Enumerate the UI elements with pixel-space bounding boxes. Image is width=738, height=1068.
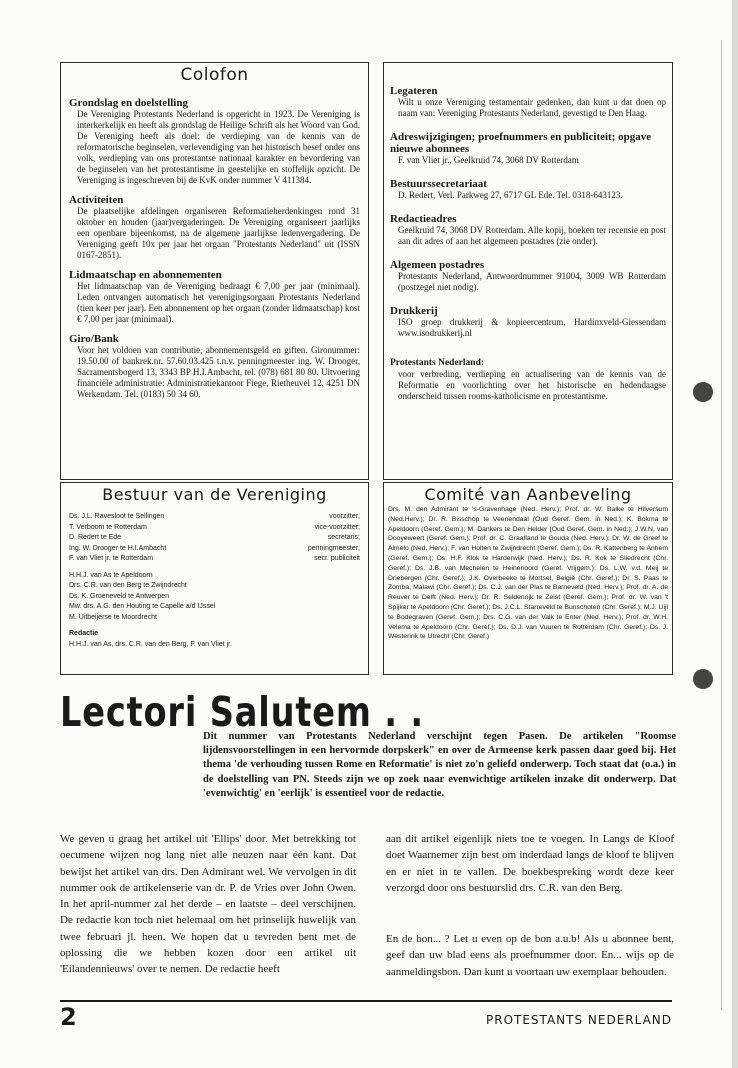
colofon-section-grondslag: [69, 97, 360, 186]
info-section-postadres: [390, 259, 666, 293]
colofon-section-giro: [69, 333, 360, 400]
colofon-title: Colofon: [180, 65, 249, 85]
punch-hole: [693, 669, 713, 689]
section-body: F. van Vliet jr., Geelkruid 74, 3068 DV Rotterdam: [398, 155, 579, 165]
article-headline: Lectori Salutem . .: [60, 688, 424, 736]
member-name: Ing. W. Drooger te H.I.Ambacht: [69, 544, 167, 552]
section-heading: Redactieadres: [390, 213, 457, 225]
page-edge-shadow: [732, 0, 738, 1068]
bestuur-members: [69, 512, 360, 565]
section-body: Wilt u onze Vereniging testamentair gedenken, dan kunt u dat doen op naam van: Vereniging Protestants Nederland, gevestigd te Den Haag.: [398, 97, 666, 118]
section-body: De plaatselijke afdelingen organiseren Reformatieherdenkingen rond 31 oktober en houden (jaar)vergaderingen. De Vereniging organiseert jaarlijks een openbare bijeenkomst, na de algemene jaarlijkse ledenvergadering. De Vereniging geeft 10x per jaar het orgaan "Protestants Nederland" uit (ISSN 0167-2851).: [77, 206, 360, 260]
member-role: secretaris;: [327, 534, 360, 541]
member-name: T. Verboom te Rotterdam: [69, 523, 147, 531]
section-heading: Bestuurssecretariaat: [390, 178, 487, 190]
member-role: vice-voorzitter;: [314, 523, 360, 531]
section-body: Voor het voldoen van contributie, abonnementsgeld en giften. Gironummer: 19.50.00 of bankrek.nr. 57.60.03.425 t.n.v. penningmeester ing. W. Drooger, Sacramentsbogerd 13, 3343 BP H.I.Ambacht, tel. (078) 681 80 80. Uitvoering financiële administratie: Administratiekantoor Fiege, Rietheuvel 12, 4251 DN Werkendam. Tel. (0183) 50 34 60.: [77, 345, 360, 399]
section-heading: Activiteiten: [69, 194, 124, 206]
section-heading: Adreswijzigingen; proefnummers en publiciteit; opgave nieuwe abonnees: [390, 131, 652, 155]
member-name: F. van Vliet jr. te Rotterdam: [69, 555, 154, 562]
section-heading: Grondslag en doelstelling: [69, 97, 188, 109]
member-name: Ds. J.L. Ravesloot te Sellingen: [69, 513, 165, 520]
other-member: Ds. K. Groeneveld te Antwerpen: [69, 592, 169, 600]
comite-box: [383, 482, 673, 675]
section-body: Geelkruid 74, 3068 DV Rotterdam. Alle kopij, boeken ter recensie en post aan dit adres of aan het algemeen postadres (zie onder).: [398, 225, 666, 246]
section-body: Het lidmaatschap van de Vereniging bedraagt € 7,00 per jaar (minimaal). Leden ontvangen automatisch het verenigingsorgaan Protestants Nederland (tien keer per jaar). Een abonnement op het orgaan (zonder lidmaatschap) kost € 7,00 per jaar (minimaal).: [77, 281, 360, 324]
article-column-2b: En de bon... ? Let u even op de bon a.u.b! Als u abonnee bent, geef dan uw blad eens als proefnummer door. En... wijs op de aanmeldingsbon. Dan kunt u voortaan uw exemplaar behouden.: [386, 933, 674, 978]
info-section-pn: [390, 357, 666, 402]
section-heading: Giro/Bank: [69, 333, 119, 345]
redactie: [69, 629, 360, 650]
colofon-section-activiteiten: [69, 194, 360, 261]
member-role: voorzitter;: [329, 513, 360, 520]
info-section-legateren: [390, 85, 666, 119]
bestuur-member: [69, 512, 360, 523]
bestuur-box: [60, 482, 369, 675]
section-body: ISO groep drukkerij & kopieercentrum, Hardinxveld-Giessendam www.isodrukkerij.nl: [398, 317, 666, 338]
bestuur-others: [69, 571, 360, 624]
section-heading: Drukkerij: [390, 305, 438, 317]
info-section-adreswijzigingen: [390, 131, 666, 166]
comite-title: Comité van Aanbeveling: [424, 485, 632, 504]
section-heading: Lidmaatschap en abonnementen: [69, 269, 222, 281]
comite-body: Drs. M. den Admirant te 's-Gravenhage (Ned. Herv.); Prof. dr. W. Balke te Hilversum (Ned.Herv.); Dr. R. Bisschop te Veenendaal (Oud Geref. Gem. in Ned.); K. Bokma te Apeldoorn (Geref. Gem.); M. Dankers te Den Helder (Oud Geref. Gem. in Ned.); J.W.N. van Dooyeweert (Geref. Gem.); Prof. dr. C. Graafland te Gouda (Ned. Herv.); Dr. W. de Greef te Almelo (Ned. Herv.); F. van Holten te Zwijndrecht (Geref. Gem.); Ds. R. Kattenberg te Anhem (Geref. Gem.); Ds. H.F. Klok te Harderwijk (Ned. Herv.); Ds. R. Kok te Sliedrecht (Chr. Geref.); Ds. J.B. van Mechelen te Heinenoord (Geref. Vrijgem.); Ds. L.W. v.d. Meij te Driebergen (Chr. Geref.); J.K. Overbeeke te Mortsel, België (Chr. Geref.); Dr. S. Paas te Zomba, Malawi (Chr. Geref.); Ds. C.J. van der Plas te Barneveld (Ned. Herv.); Prof. dr. A. de Reuver te Delft (Ned. Herv.); Dr. R. Seldenrijk te Zeist (Geref. Gem.); Prof. dr. W. van 't Spijker te Apeldoorn (Chr. Geref.); Ds. J.C.L. Starreveld te Bunschoten (Chr. Geref.); M.J. Uijl te Bodegraven (Geref. Gem.); Drs. C.G. van der Valk te Enter (Ned. Herv.); Prof. dr. W.H. Velema te Apeldoorn (Chr. Geref.); Ds. D.J. van Vuuren te Rotterdam (Chr. Geref.); Ds. J. Westerink te Utrecht (Chr. Geref.): [388, 506, 668, 641]
bestuur-title: Bestuur van de Vereniging: [102, 485, 327, 504]
section-body: De Vereniging Protestants Nederland is opgericht in 1923. De Vereniging is interkerkelijk en heeft als grondslag de Heilige Schrift als het Woord van God. De Vereniging heeft als doel: de verdieping van de kennis van de reformatorische beginselen, verlevendiging van het historisch besef onder ons volk, verdieping van ons protestantse nationaal karakter en bevordering van de beginselen van het protestantisme in geestelijke en stoffelijk opzicht. De Vereniging is ingeschreven bij de KvK onder nummer V 411384.: [77, 109, 360, 185]
bestuur-member: [69, 554, 360, 565]
info-section-redactieadres: [390, 213, 666, 247]
publication-name: PROTESTANTS NEDERLAND: [486, 1013, 672, 1027]
footer-rule: [60, 1000, 672, 1002]
member-role: penningmeester;: [307, 544, 360, 552]
colofon-section-lidmaatschap: [69, 269, 360, 325]
bestuur-member: [69, 544, 360, 555]
other-member: M. Uitbeijerse te Moordrecht: [69, 613, 157, 621]
info-section-drukkerij: [390, 305, 666, 339]
section-body: Protestants Nederland, Antwoordnummer 91004, 3009 WB Rotterdam (postzegel niet nodig).: [398, 271, 666, 292]
section-body: D. Redert, Verl. Parkweg 27, 6717 GL Ede. Tel. 0318-643123.: [398, 190, 623, 200]
colofon-box: [60, 62, 369, 480]
punch-hole: [693, 382, 713, 402]
scan-margin-line: [721, 40, 722, 1010]
section-heading: Protestants Nederland:: [390, 358, 485, 368]
member-role: secr. publiciteit: [314, 555, 360, 562]
article-lead: Dit nummer van Protestants Nederland verschijnt tegen Pasen. De artikelen "Roomse lijdensvoorstellingen in een hervormde dorpskerk" en over de Armeense kerk passen daar goed bij. Het thema 'de verhouding tussen Rome en Reformatie' is niet zo'n geliefd onderwerp. Toch staat dat (o.a.) in de doelstelling van PN. Steeds zijn we op zoek naar evenwichtige artikelen inzake dit onderwerp. Dat 'evenwichtig' en 'eerlijk' is essentieel voor de redactie.: [203, 731, 676, 799]
redactie-names: H.H.J. van As, drs. C.R. van den Berg, F. van Vliet jr.: [69, 640, 233, 648]
info-section-secretariaat: [390, 178, 666, 201]
other-member: H.H.J. van As te Apeldoorn: [69, 571, 153, 579]
info-box: [383, 62, 673, 480]
bestuur-member: [69, 523, 360, 534]
article-column-1: We geven u graag het artikel uit 'Ellips' door. Met betrekking tot oecumene wijzen nog lang niet alle neuzen naar één kant. Dat bewijst het artikel van drs. Den Admirant wel. We vervolgen in dit nummer ook de artikelenserie van dr. P. de Vries over John Owen. In het april-nummer zal het derde – en laatste – deel verschijnen. De redactie kon toch niet helemaal om het prinselijk huwelijk van twee februari jl. heen. We hopen dat u tevreden bent met de oplossing die we hebben kozen door een artikel uit 'Eilandennieuws' over te nemen. De redactie heeft: [60, 833, 356, 976]
other-member: Mw. drs. A.G. den Houting te Capelle a/d IJssel: [69, 603, 216, 610]
member-name: D. Redert te Ede: [69, 534, 122, 541]
bestuur-member: [69, 533, 360, 544]
section-body: voor verbreding, verdieping en actualisering van de kennis van de Reformatie en voorlichting over het historische en hedendaagse onderscheid tussen rooms-katholicisme en protestantisme.: [398, 369, 666, 401]
article-column-2a: aan dit artikel eigenlijk niets toe te voegen. In Langs de Kloof doet Waarnemer zijn best om inderdaad langs de kloof te blijven en er niet in te vallen. De boekbespreking wordt deze keer verzorgd door ons bestuurslid drs. C.R. van den Berg.: [386, 833, 674, 894]
section-heading: Algemeen postadres: [390, 259, 485, 271]
other-member: Drs. C.R. van den Berg te Zwijndrecht: [69, 582, 187, 589]
section-heading: Legateren: [390, 85, 438, 97]
page-number: 2: [60, 1003, 77, 1031]
redactie-label: Redactie: [69, 630, 99, 637]
